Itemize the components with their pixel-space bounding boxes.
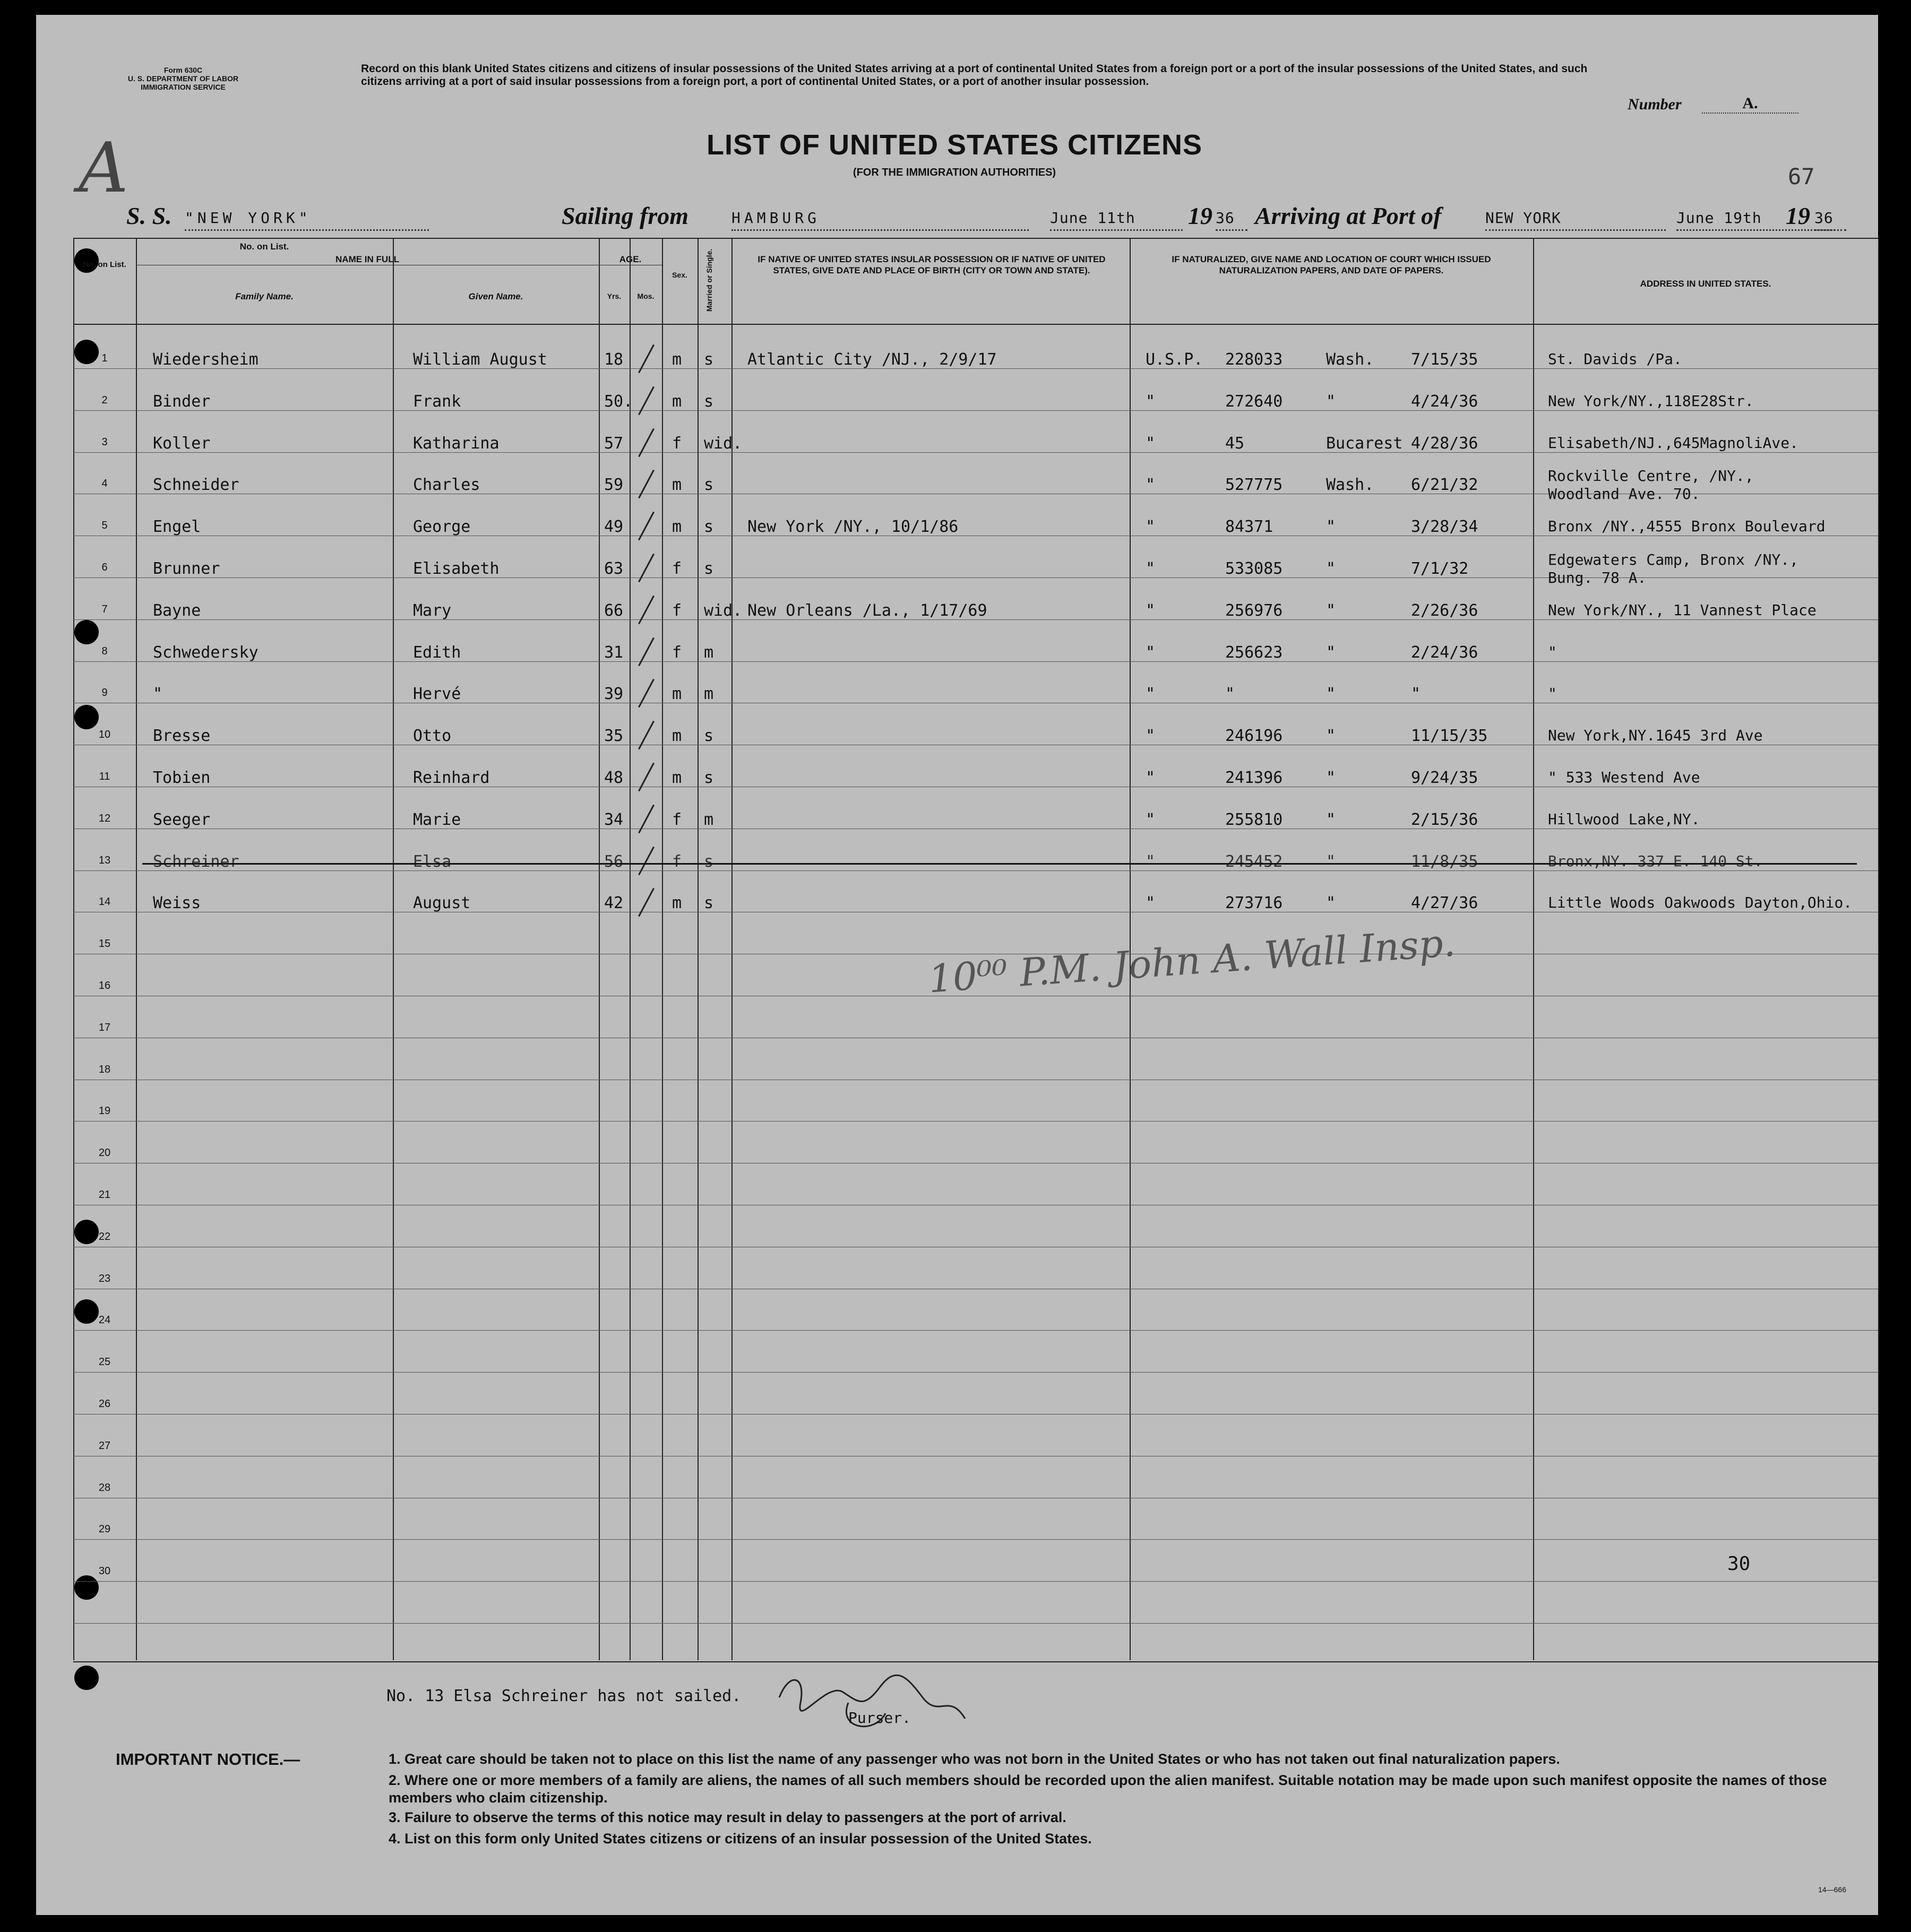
marital-status: m <box>704 810 714 829</box>
strike-through-line <box>142 863 1857 865</box>
family-name: Bresse <box>153 727 211 746</box>
naturalization-court: Bucarest <box>1326 434 1403 453</box>
row-number: 7 <box>101 603 108 615</box>
check-mark <box>638 554 655 582</box>
sex: f <box>672 601 682 620</box>
passenger-table <box>73 238 1878 1660</box>
not-sailed-note: No. 13 Elsa Schreiner has not sailed. <box>386 1687 742 1705</box>
marital-status: s <box>704 518 714 537</box>
naturalization-court: " <box>1326 852 1336 871</box>
form-number: Form 630C <box>163 66 203 74</box>
sex: m <box>672 894 682 913</box>
arrival-date: June 19th <box>1676 209 1836 231</box>
naturalization-number: 272640 <box>1225 392 1283 411</box>
sex: m <box>672 350 682 369</box>
sailing-year-prefix: 19 <box>1188 202 1212 229</box>
form-identifier <box>96 66 271 91</box>
page-number: 67 <box>1788 163 1815 189</box>
check-mark <box>638 596 655 624</box>
age-years: 35 <box>604 727 624 746</box>
family-name: Bayne <box>153 601 201 620</box>
naturalization-prefix: " <box>1146 392 1156 411</box>
voyage-line <box>126 202 1852 234</box>
naturalization-date: 6/21/32 <box>1411 476 1478 495</box>
age-years: 59 <box>604 476 624 495</box>
us-address: New York/NY.,118E28Str. <box>1548 392 1754 410</box>
ship-label: S. S. <box>126 202 172 229</box>
row-number: 22 <box>98 1230 111 1243</box>
header-birth: IF NATIVE OF UNITED STATES INSULAR POSSESSION OR IF NATIVE OF UNITED STATES, GIVE DATE AND PLACE OF BIRTH (CITY OR TOWN AND STATE). <box>757 254 1106 275</box>
check-mark <box>638 846 655 875</box>
birth-place-date: Atlantic City /NJ., 2/9/17 <box>747 350 997 369</box>
naturalization-court: " <box>1326 685 1336 704</box>
row-number: 29 <box>98 1523 111 1536</box>
naturalization-number: 246196 <box>1225 727 1283 746</box>
naturalization-date: " <box>1411 685 1421 704</box>
row-number: 25 <box>98 1356 111 1368</box>
department-name: U. S. DEPARTMENT OF LABOR <box>127 74 239 83</box>
naturalization-date: 4/28/36 <box>1411 434 1478 453</box>
family-name: Tobien <box>153 769 211 787</box>
given-name: Elsa <box>413 852 452 871</box>
row-number: 18 <box>98 1063 111 1075</box>
ruled-line <box>73 1623 1878 1624</box>
given-name: Elisabeth <box>413 559 500 578</box>
naturalization-court: " <box>1326 643 1336 662</box>
us-address: " 533 Westend Ave <box>1548 769 1700 786</box>
naturalization-court: " <box>1326 559 1336 578</box>
age-years: 31 <box>604 643 624 662</box>
check-mark <box>638 721 655 749</box>
us-address-line-2: Bung. 78 A. <box>1548 569 1647 586</box>
header-married-single: Married or Single. <box>705 248 713 312</box>
naturalization-date: 3/28/34 <box>1411 518 1478 537</box>
notice-item-3: 3. Failure to observe the terms of this notice may result in delay to passengers at the port of arrival. <box>389 1809 1066 1825</box>
naturalization-number: 45 <box>1225 434 1245 453</box>
arrival-port: NEW YORK <box>1485 209 1666 231</box>
naturalization-prefix: " <box>1146 601 1156 620</box>
arrival-year: 36 <box>1814 209 1846 231</box>
col-no-on-list: No. on List. <box>239 242 289 252</box>
us-address: New York/NY., 11 Vannest Place <box>1548 601 1817 619</box>
sex: f <box>672 643 682 662</box>
naturalization-prefix: " <box>1146 769 1156 787</box>
ruled-line <box>73 1330 1878 1331</box>
row-number: 23 <box>98 1272 111 1284</box>
row-number: 6 <box>101 562 108 573</box>
tally-number: 30 <box>1727 1553 1751 1575</box>
naturalization-date: 11/8/35 <box>1411 852 1478 871</box>
check-mark <box>638 428 655 456</box>
age-years: 56 <box>604 852 624 871</box>
naturalization-number: 228033 <box>1225 350 1283 369</box>
row-number: 10 <box>98 729 111 741</box>
ruled-line <box>73 410 1878 411</box>
sex: m <box>672 518 682 537</box>
service-name: IMMIGRATION SERVICE <box>141 83 226 91</box>
naturalization-prefix: U.S.P. <box>1146 350 1203 369</box>
given-name: August <box>413 894 471 913</box>
naturalization-prefix: " <box>1146 685 1156 704</box>
given-name: Reinhard <box>413 769 490 787</box>
us-address: Little Woods Oakwoods Dayton,Ohio. <box>1548 894 1853 912</box>
given-name: Otto <box>413 727 452 746</box>
given-name: Marie <box>413 810 461 829</box>
naturalization-date: 11/15/35 <box>1411 727 1488 746</box>
header-age: AGE. <box>599 254 662 265</box>
marital-status: wid. <box>704 601 743 620</box>
given-name: Charles <box>413 476 480 495</box>
given-name: Hervé <box>413 685 461 704</box>
naturalization-number: 533085 <box>1225 559 1283 578</box>
marital-status: s <box>704 727 714 746</box>
header-given-name: Given Name. <box>468 291 523 301</box>
row-number: 2 <box>101 394 108 406</box>
row-number: 16 <box>98 980 111 991</box>
family-name: Engel <box>153 518 201 537</box>
given-name: Edith <box>413 643 461 662</box>
naturalization-prefix: " <box>1146 476 1156 495</box>
sailing-port: HAMBURG <box>731 209 1029 231</box>
naturalization-prefix: " <box>1146 559 1156 578</box>
age-years: 66 <box>604 601 624 620</box>
arriving-label: Arriving at Port of <box>1255 202 1442 229</box>
naturalization-number: " <box>1225 685 1235 704</box>
family-name: Seeger <box>153 810 211 829</box>
ship-name: "NEW YORK" <box>185 209 429 231</box>
naturalization-court: " <box>1326 392 1336 411</box>
row-number: 8 <box>101 645 108 657</box>
us-address: Rockville Centre, /NY., <box>1548 467 1754 485</box>
naturalization-prefix: " <box>1146 727 1156 746</box>
marital-status: s <box>704 392 714 411</box>
number-label: Number <box>1628 96 1682 113</box>
punch-hole <box>74 1666 99 1690</box>
marital-status: wid. <box>704 434 743 453</box>
naturalization-date: 2/15/36 <box>1411 810 1478 829</box>
header-address: ADDRESS IN UNITED STATES. <box>1640 279 1771 289</box>
check-mark <box>638 344 655 373</box>
row-number: 17 <box>98 1021 111 1033</box>
sailing-year: 36 <box>1216 209 1247 231</box>
marital-status: s <box>704 476 714 495</box>
naturalization-prefix: " <box>1146 894 1156 913</box>
naturalization-date: 4/24/36 <box>1411 392 1478 411</box>
naturalization-prefix: " <box>1146 434 1156 453</box>
birth-place-date: New Orleans /La., 1/17/69 <box>747 601 987 620</box>
row-number: 9 <box>101 687 108 699</box>
marital-status: m <box>704 643 714 662</box>
age-years: 18 <box>604 350 624 369</box>
naturalization-number: 527775 <box>1225 476 1283 495</box>
row-number: 15 <box>98 938 111 950</box>
sex: m <box>672 727 682 746</box>
naturalization-court: Wash. <box>1326 476 1374 495</box>
header-mos: Mos. <box>637 292 655 300</box>
row-number: 19 <box>98 1105 111 1117</box>
notice-item-1: 1. Great care should be taken not to place on this list the name of any passenger who was not born in the United States or who has not taken out final naturalization papers. <box>389 1751 1560 1767</box>
age-years: 57 <box>604 434 624 453</box>
naturalization-date: 2/24/36 <box>1411 643 1478 662</box>
row-number: 21 <box>98 1189 111 1201</box>
sex: m <box>672 769 682 787</box>
age-years: 34 <box>604 810 624 829</box>
family-name: Binder <box>153 392 211 411</box>
purser-label: Purser. <box>848 1709 911 1727</box>
sex: m <box>672 476 682 495</box>
header-name-in-full: NAME IN FULL <box>136 254 599 265</box>
family-name: Weiss <box>153 894 201 913</box>
given-name: William August <box>413 350 547 369</box>
ruled-line <box>73 1372 1878 1373</box>
age-years: 63 <box>604 559 624 578</box>
row-number: 11 <box>99 771 110 782</box>
family-name: Schreiner <box>153 852 239 871</box>
naturalization-number: 256976 <box>1225 601 1283 620</box>
inspector-annotation: 10⁰⁰ P.M. John A. Wall Insp. <box>927 920 1457 1002</box>
family-name: Brunner <box>153 559 220 578</box>
check-mark <box>638 470 655 498</box>
header-naturalization: IF NATURALIZED, GIVE NAME AND LOCATION OF COURT WHICH ISSUED NATURALIZATION PAPERS, AND DATE OF PAPERS. <box>1172 254 1491 275</box>
row-number: 4 <box>101 478 108 490</box>
header-family-name: Family Name. <box>235 291 294 301</box>
naturalization-prefix: " <box>1146 643 1156 662</box>
family-name: Schneider <box>153 476 239 495</box>
header-no-on-list: No. on List. <box>83 260 126 269</box>
check-mark <box>638 386 655 415</box>
marital-status: m <box>704 685 714 704</box>
form-instructions: Record on this blank United States citizens and citizens of insular possessions of the United States arriving at a port of continental United States from a foreign port or a port of the insular possessions of the United States, and such citizens arriving at a port of said insular possessions from a foreign port, a port of continental United States, or a port of another insular possession. <box>361 63 1588 88</box>
row-number: 12 <box>98 812 111 824</box>
us-address: Bronx,NY. 337 E. 140 St. <box>1548 852 1763 870</box>
marital-status: s <box>704 559 714 578</box>
check-mark <box>638 888 655 917</box>
row-number: 26 <box>98 1398 111 1410</box>
naturalization-date: 4/27/36 <box>1411 894 1478 913</box>
notice-item-4: 4. List on this form only United States citizens or citizens of an insular possession of the United States. <box>389 1831 1092 1847</box>
naturalization-number: 255810 <box>1225 810 1283 829</box>
ruled-line <box>73 1121 1878 1122</box>
us-address: Hillwood Lake,NY. <box>1548 810 1700 828</box>
marital-status: s <box>704 350 714 369</box>
us-address: Bronx /NY.,4555 Bronx Boulevard <box>1548 518 1826 536</box>
age-years: 50. <box>604 392 633 411</box>
sailing-date: June 11th <box>1050 209 1183 231</box>
family-name: Wiedersheim <box>153 350 259 369</box>
us-address: New York,NY.1645 3rd Ave <box>1548 727 1763 745</box>
naturalization-number: 245452 <box>1225 852 1283 871</box>
marital-status: s <box>704 894 714 913</box>
us-address: Elisabeth/NJ.,645MagnoliAve. <box>1548 434 1799 452</box>
naturalization-court: " <box>1326 518 1336 537</box>
row-number: 24 <box>98 1314 111 1326</box>
naturalization-prefix: " <box>1146 810 1156 829</box>
naturalization-number: 273716 <box>1225 894 1283 913</box>
arrival-year-prefix: 19 <box>1786 202 1810 229</box>
notice-title: IMPORTANT NOTICE.— <box>116 1750 300 1769</box>
ruled-line <box>73 1581 1878 1582</box>
us-address: St. Davids /Pa. <box>1548 350 1682 368</box>
naturalization-number: 84371 <box>1225 518 1273 537</box>
form-print-code: 14—666 <box>1818 1885 1846 1894</box>
row-number: 14 <box>98 896 111 908</box>
birth-place-date: New York /NY., 10/1/86 <box>747 518 959 537</box>
page-title: LIST OF UNITED STATES CITIZENS <box>707 129 1202 161</box>
row-number: 30 <box>98 1565 111 1577</box>
naturalization-court: " <box>1326 769 1336 787</box>
manifest-sheet <box>36 15 1878 1915</box>
sex: m <box>672 685 682 704</box>
sex: f <box>672 434 682 453</box>
naturalization-number: 256623 <box>1225 643 1283 662</box>
us-address-line-2: Woodland Ave. 70. <box>1548 485 1700 503</box>
ruled-line <box>73 661 1878 662</box>
row-number: 3 <box>101 436 108 448</box>
ruled-line <box>73 1539 1878 1540</box>
sex: f <box>672 559 682 578</box>
sex: m <box>672 392 682 411</box>
notice-item-2: 2. Where one or more members of a family are aliens, the names of all such members should be recorded upon the alien manifest. Suitable notation may be made upon such manifest opposite the names of those members who claim citizenship. <box>389 1772 1827 1806</box>
family-name: Schwedersky <box>153 643 259 662</box>
ruled-line <box>73 452 1878 453</box>
naturalization-prefix: " <box>1146 852 1156 871</box>
given-name: George <box>413 518 471 537</box>
check-mark <box>638 637 655 666</box>
marital-status: s <box>704 852 714 871</box>
naturalization-date: 7/1/32 <box>1411 559 1469 578</box>
page-subtitle: (FOR THE IMMIGRATION AUTHORITIES) <box>853 167 1056 178</box>
number-value: A. <box>1702 94 1798 114</box>
row-number: 13 <box>98 854 111 866</box>
family-name: Koller <box>153 434 211 453</box>
naturalization-court: " <box>1326 727 1336 746</box>
age-years: 39 <box>604 685 624 704</box>
age-years: 42 <box>604 894 624 913</box>
naturalization-number: 241396 <box>1225 769 1283 787</box>
naturalization-court: " <box>1326 601 1336 620</box>
given-name: Katharina <box>413 434 500 453</box>
given-name: Frank <box>413 392 461 411</box>
naturalization-date: 7/15/35 <box>1411 350 1478 369</box>
age-years: 49 <box>604 518 624 537</box>
naturalization-court: Wash. <box>1326 350 1374 369</box>
sex: f <box>672 810 682 829</box>
sailing-label: Sailing from <box>562 202 689 229</box>
sex: f <box>672 852 682 871</box>
us-address: Edgewaters Camp, Bronx /NY., <box>1548 551 1799 568</box>
family-name: " <box>153 685 163 704</box>
check-mark <box>638 512 655 540</box>
us-address: " <box>1548 643 1557 661</box>
row-number: 20 <box>98 1147 111 1159</box>
naturalization-date: 2/26/36 <box>1411 601 1478 620</box>
given-name: Mary <box>413 601 452 620</box>
us-address: " <box>1548 685 1557 703</box>
check-mark <box>638 805 655 833</box>
row-number: 27 <box>98 1439 111 1452</box>
check-mark <box>638 763 655 791</box>
age-years: 48 <box>604 769 624 787</box>
ruled-line <box>73 870 1878 871</box>
handwritten-mark: A <box>79 127 128 208</box>
header-sex: Sex. <box>672 271 687 279</box>
row-number: 5 <box>101 520 108 532</box>
header-yrs: Yrs. <box>607 292 622 300</box>
naturalization-date: 9/24/35 <box>1411 769 1478 787</box>
naturalization-court: " <box>1326 894 1336 913</box>
naturalization-prefix: " <box>1146 518 1156 537</box>
row-number: 1 <box>101 352 108 364</box>
naturalization-court: " <box>1326 810 1336 829</box>
marital-status: s <box>704 769 714 787</box>
check-mark <box>638 679 655 708</box>
row-number: 28 <box>98 1481 111 1494</box>
